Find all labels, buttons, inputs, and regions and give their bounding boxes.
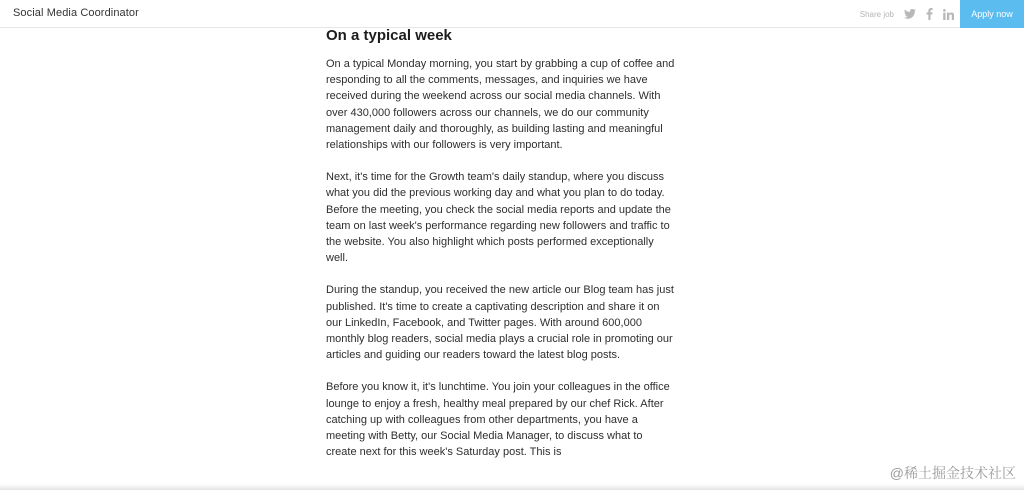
section-heading: On a typical week: [326, 27, 452, 44]
twitter-icon[interactable]: [904, 8, 916, 20]
share-label: Share job: [859, 9, 894, 19]
watermark: [890, 463, 1016, 483]
paragraph-growth-standup: Next, it's time for the Growth team's daily standup, where you discuss what you did the previous working day and what you plan to do today. Before the meeting, you check the social media reports and update the team on last week's performance regarding new followers and traffic to the website. You also highlight which posts performed exceptionally well.: [326, 171, 671, 265]
linkedin-icon[interactable]: [942, 8, 954, 20]
paragraph-blog-article: During the standup, you received the new article our Blog team has just published. It's time to create a captivating description and share it on our LinkedIn, Facebook, and Twitter pages. With around 600,000 monthly blog readers, social media plays a crucial role in promoting our articles and guiding our readers toward the latest blog posts.: [326, 284, 674, 362]
watermark-text: @稀土掘金技术社区: [889, 465, 1016, 481]
paragraph-lunchtime: Before you know it, it's lunchtime. You join your colleagues in the office lounge to enjoy a fresh, healthy meal prepared by our chef Rick. After catching up with colleagues from other departments, you have a meeting with Betty, our Social Media Manager, to discuss what to create next for this week's Saturday post. This is: [326, 381, 670, 459]
bottom-scroll-shadow: [0, 484, 1024, 490]
top-bar: [0, 0, 1024, 28]
facebook-icon[interactable]: [923, 8, 935, 20]
job-title: Social Media Coordinator: [13, 7, 139, 19]
paragraph-monday-morning: On a typical Monday morning, you start by grabbing a cup of coffee and responding to all the comments, messages, and inquiries we have received during the weekend across our social media channels. With over 430,000 followers across our channels, we do our community management daily and thoroughly, as building lasting and meaningful relationships with our followers is very important.: [326, 58, 675, 152]
share-job: [860, 0, 954, 28]
apply-now-button[interactable]: Apply now: [960, 0, 1024, 28]
job-description: [326, 27, 676, 476]
